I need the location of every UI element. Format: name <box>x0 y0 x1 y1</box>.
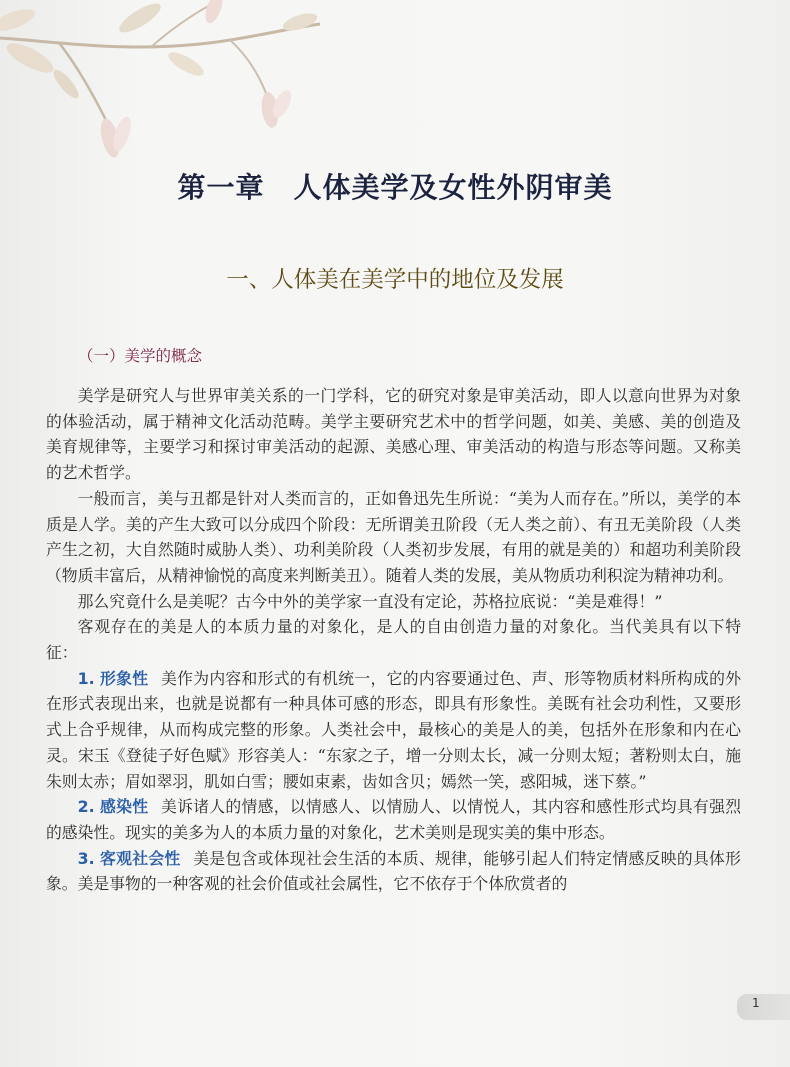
feature-number: 3. <box>77 848 95 868</box>
body-text <box>46 383 741 897</box>
feature-item <box>46 846 741 897</box>
page-number-tab <box>737 994 790 1020</box>
feature-number: 2. <box>77 797 95 817</box>
section-title: 一、人体美在美学中的地位及发展 <box>226 267 564 293</box>
feature-text: 美诉诸人的情感，以情感人、以情励人、以情悦人，其内容和感性形式均具有强烈的感染性。现实的美多为人的本质力量的对象化，艺术美则是现实美的集中形态。 <box>46 797 741 842</box>
feature-term: 形象性 <box>99 668 149 688</box>
feature-text: 美作为内容和形式的有机统一，它的内容要通过色、声、形等物质材料所构成的外在形式表现出来，也就是说都有一种具体可感的形态，即具有形象性。美既有社会功利性，又要形式上合乎规律，从而构成完整的形象。人类社会中，最核心的美是人的美，包括外在形象和内在心灵。宋玉《登徒子好色赋》形容美人：“东家之子，增一分则太长，减一分则太短；著粉则太白，施朱则太赤；眉如翠羽，肌如白雪；腰如束素，齿如含贝；嫣然一笑，惑阳城，迷下蔡。” <box>46 668 741 791</box>
feature-term: 感染性 <box>99 797 149 817</box>
feature-item <box>46 794 741 845</box>
magnolia-decoration <box>0 0 330 160</box>
page-number: 1 <box>752 996 760 1010</box>
subsection-title: （一）美学的概念 <box>78 347 203 365</box>
feature-text: 美是包含或体现社会生活的本质、规律，能够引起人们特定情感反映的具体形象。美是事物的一种客观的社会价值或社会属性，它不依存于个体欣赏者的 <box>46 848 741 894</box>
feature-number: 1. <box>77 668 95 688</box>
paragraph: 一般而言，美与丑都是针对人类而言的，正如鲁迅先生所说：“美为人而存在。”所以，美学的本质是人学。美的产生大致可以分成四个阶段：无所谓美丑阶段（无人类之前）、有丑无美阶段（人类产生之初，大自然随时威胁人类）、功利美阶段（人类初步发展，有用的就是美的）和超功利美阶段（物质丰富后，从精神愉悦的高度来判断美丑）。随着人类的发展，美从物质功利积淀为精神功利。 <box>46 488 741 585</box>
paragraph: 那么究竟什么是美呢？古今中外的美学家一直没有定论，苏格拉底说：“美是难得！” <box>77 591 663 611</box>
paragraph: 美学是研究人与世界审美关系的一门学科，它的研究对象是审美活动，即人以意向世界为对象的体验活动，属于精神文化活动范畴。美学主要研究艺术中的哲学问题，如美、美感、美的创造及美育规律等，主要学习和探讨审美活动的起源、美感心理、审美活动的构造与形态等问题。又称美的艺术哲学。 <box>46 386 741 483</box>
chapter-title: 第一章 人体美学及女性外阴审美 <box>177 171 613 204</box>
paragraph: 客观存在的美是人的本质力量的对象化，是人的自由创造力量的对象化。当代美具有以下特征： <box>46 617 741 663</box>
feature-item <box>46 666 741 795</box>
feature-term: 客观社会性 <box>99 848 181 868</box>
